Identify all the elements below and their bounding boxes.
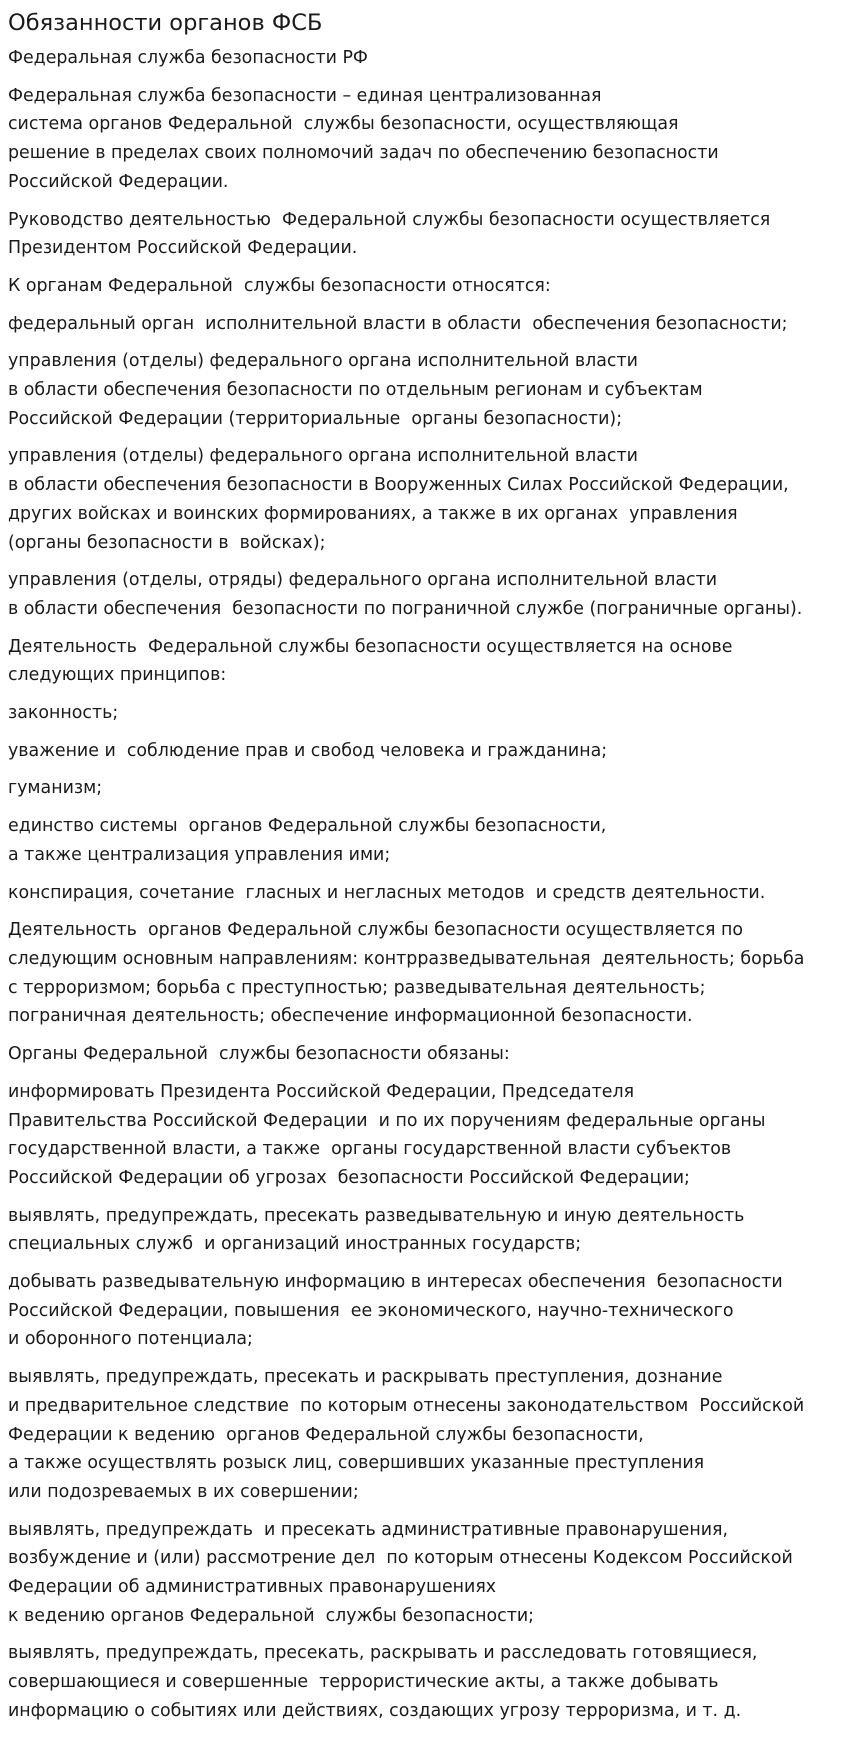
- text-line: Органы Федеральной службы безопасности обязаны:: [8, 1044, 510, 1065]
- text-line: совершающиеся и совершенные террористические акты, а также добывать: [8, 1672, 719, 1693]
- text-line: Российской Федерации, повышения ее экономического, научно-технического: [8, 1300, 734, 1321]
- text-line: Президентом Российской Федерации.: [8, 238, 358, 259]
- text-line: а также осуществлять розыск лиц, совершивших указанные преступления: [8, 1453, 705, 1474]
- text-line: законность;: [8, 703, 119, 724]
- text-line: других войсках и воинских формированиях, а также в их органах управления: [8, 503, 738, 524]
- text-line: гуманизм;: [8, 778, 103, 799]
- paragraph: [8, 566, 839, 623]
- text-line: Деятельность Федеральной службы безопасности осуществляется на основе: [8, 636, 733, 657]
- text-line: Российской Федерации об угрозах безопасности Российской Федерации;: [8, 1167, 690, 1188]
- text-line: конспирация, сочетание гласных и негласных методов и средств деятельности.: [8, 882, 766, 903]
- text-line: решение в пределах своих полномочий задач по обеспечению безопасности: [8, 143, 719, 164]
- text-line: информировать Президента Российской Федерации, Председателя: [8, 1081, 635, 1102]
- text-line: и предварительное следствие по которым отнесены законодательством Российской: [8, 1395, 805, 1416]
- text-line: Руководство деятельностью Федеральной службы безопасности осуществляется: [8, 209, 771, 230]
- paragraph: [8, 82, 839, 197]
- paragraph: [8, 206, 839, 263]
- text-line: следующих принципов:: [8, 665, 227, 686]
- text-line: к ведению органов Федеральной службы безопасности;: [8, 1605, 535, 1626]
- text-line: или подозреваемых в их совершении;: [8, 1481, 359, 1502]
- text-line: добывать разведывательную информацию в интересах обеспечения безопасности: [8, 1272, 783, 1293]
- paragraph: [8, 1202, 839, 1259]
- paragraph: [8, 1639, 839, 1725]
- text-line: Правительства Российской Федерации и по их поручениям федеральные органы: [8, 1110, 766, 1131]
- page-title: Обязанности органов ФСБ: [8, 10, 323, 36]
- text-line: с терроризмом; борьба с преступностью; разведывательная деятельность;: [8, 977, 706, 998]
- text-line: единство системы органов Федеральной службы безопасности,: [8, 816, 607, 837]
- text-line: выявлять, предупреждать, пресекать разведывательную и иную деятельность: [8, 1205, 745, 1226]
- text-line: Российской Федерации (территориальные органы безопасности);: [8, 408, 623, 429]
- paragraph: [8, 774, 839, 803]
- paragraph: [8, 1516, 839, 1631]
- text-line: Федеральная служба безопасности – единая централизованная: [8, 85, 602, 106]
- paragraph: [8, 272, 839, 301]
- text-line: (органы безопасности в войсках);: [8, 532, 326, 553]
- paragraph: [8, 879, 839, 908]
- paragraph: [8, 633, 839, 690]
- text-line: управления (отделы, отряды) федерального органа исполнительной власти: [8, 570, 718, 591]
- text-line: специальных служб и организаций иностранных государств;: [8, 1234, 582, 1255]
- paragraph: [8, 1040, 839, 1069]
- paragraph: [8, 1268, 839, 1354]
- text-line: и оборонного потенциала;: [8, 1329, 253, 1350]
- paragraph: [8, 310, 839, 339]
- text-line: Деятельность органов Федеральной службы безопасности осуществляется по: [8, 920, 744, 941]
- paragraph: [8, 1363, 839, 1507]
- paragraph: [8, 812, 839, 869]
- text-line: система органов Федеральной службы безопасности, осуществляющая: [8, 114, 679, 135]
- page-subtitle: Федеральная служба безопасности РФ: [8, 48, 368, 68]
- text-line: следующим основным направлениям: контрразведывательная деятельность; борьба: [8, 948, 805, 969]
- text-line: в области обеспечения безопасности по отдельным регионам и субъектам: [8, 380, 703, 401]
- text-line: государственной власти, а также органы государственной власти субъектов: [8, 1139, 732, 1160]
- text-line: управления (отделы) федерального органа исполнительной власти: [8, 446, 638, 467]
- text-line: пограничная деятельность; обеспечение информационной безопасности.: [8, 1006, 693, 1027]
- paragraph: [8, 442, 839, 557]
- text-line: Федерации об административных правонарушениях: [8, 1577, 497, 1598]
- text-line: а также централизация управления ими;: [8, 844, 391, 865]
- paragraph: [8, 1078, 839, 1193]
- paragraph: [8, 737, 839, 766]
- paragraph: [8, 916, 839, 1031]
- text-line: возбуждение и (или) рассмотрение дел по которым отнесены Кодексом Российской: [8, 1548, 793, 1569]
- text-line: выявлять, предупреждать, пресекать и раскрывать преступления, дознание: [8, 1367, 723, 1388]
- paragraph: [8, 347, 839, 433]
- text-line: выявлять, предупреждать, пресекать, раскрывать и расследовать готовящиеся,: [8, 1643, 758, 1664]
- text-line: Федерации к ведению органов Федеральной службы безопасности,: [8, 1424, 644, 1445]
- text-line: в области обеспечения безопасности по пограничной службе (пограничные органы).: [8, 598, 803, 619]
- text-line: управления (отделы) федерального органа исполнительной власти: [8, 351, 638, 372]
- text-line: федеральный орган исполнительной власти в области обеспечения безопасности;: [8, 313, 788, 334]
- text-line: в области обеспечения безопасности в Вооруженных Силах Российской Федерации,: [8, 475, 789, 496]
- document-body: [8, 82, 839, 1726]
- text-line: Российской Федерации.: [8, 171, 229, 192]
- text-line: выявлять, предупреждать и пресекать административные правонарушения,: [8, 1519, 729, 1540]
- paragraph: [8, 699, 839, 728]
- text-line: К органам Федеральной службы безопасности относятся:: [8, 275, 551, 296]
- text-line: уважение и соблюдение прав и свобод человека и гражданина;: [8, 740, 608, 761]
- text-line: информацию о событиях или действиях, создающих угрозу терроризма, и т. д.: [8, 1700, 742, 1721]
